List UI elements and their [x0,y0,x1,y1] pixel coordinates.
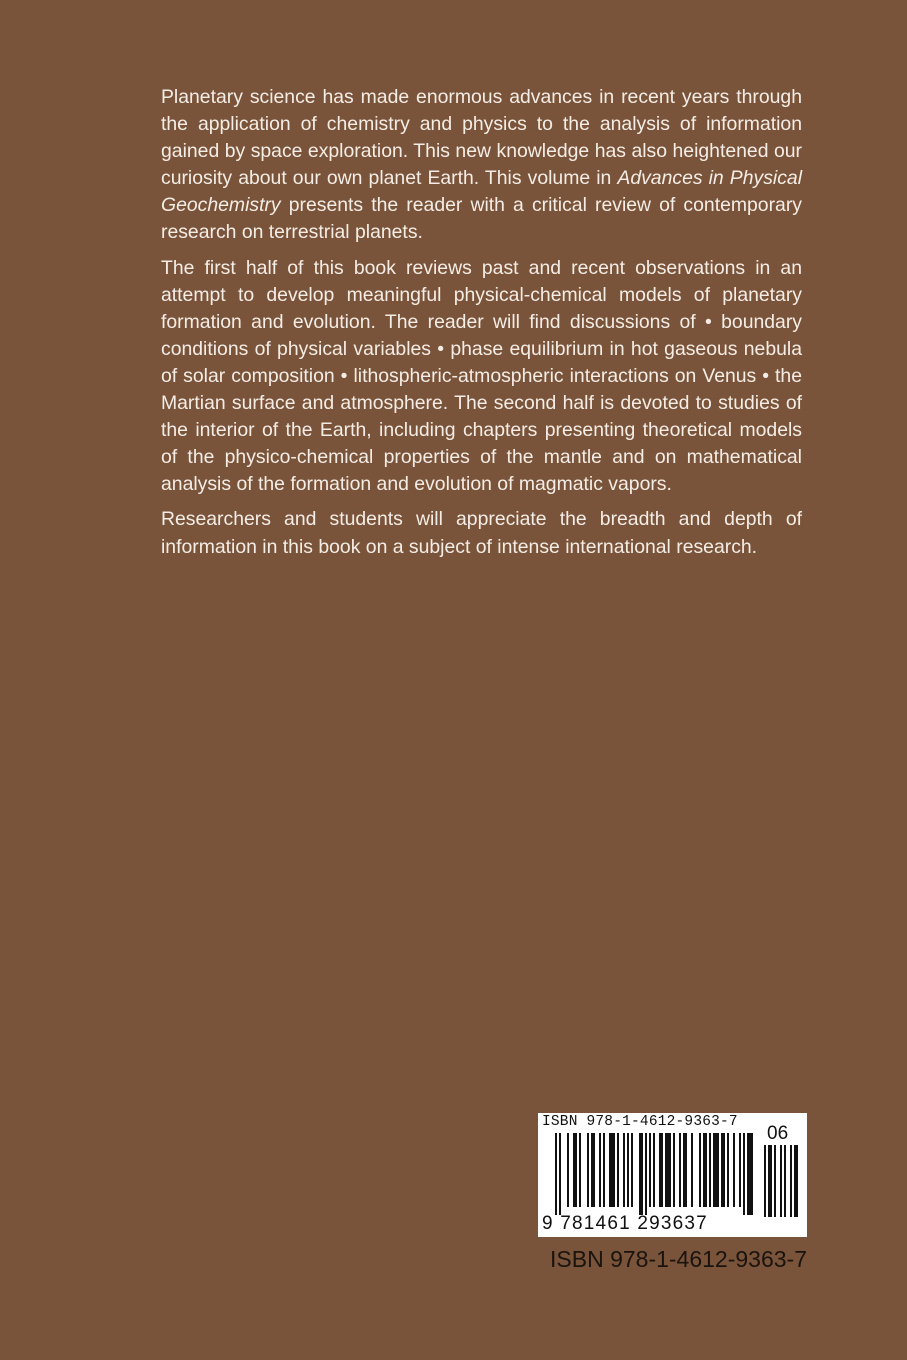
isbn-text: ISBN 978-1-4612-9363-7 [550,1246,807,1272]
back-cover-blurb [161,84,802,569]
barcode-addon-bars-icon [764,1145,802,1225]
blurb-p1-text-end: presents the reader with a critical review of contemporary research on terrestrial planets. [161,194,802,244]
isbn-barcode [538,1113,807,1237]
barcode-addon-digits: 06 [767,1123,789,1144]
blurb-paragraph-1 [161,84,802,247]
blurb-paragraph-3: Researchers and students will appreciate the breadth and depth of information in this book on a subject of intense international research. [161,508,802,558]
blurb-p1-text-start: Planetary science has made enormous advances in recent years through the application of chemistry and physics to the analysis of information gained by space exploration. This new knowledge has also heightened our curiosity about our own planet Earth. This volume in [161,86,802,190]
barcode-isbn-label: ISBN 978-1-4612-9363-7 [542,1114,738,1130]
barcode-ean-digits: 9 781461 293637 [542,1213,708,1234]
barcode-bars-icon [555,1133,755,1215]
blurb-paragraph-2: The first half of this book reviews past and recent observations in an attempt to develop meaningful physical-chemical models of planetary formation and evolution. The reader will find discussions of • boundary conditions of physical variables • phase equilibrium in hot gaseous nebula of solar composition • lithospheric-atmospheric interactions on Venus • the Martian surface and atmosphere. The second half is devoted to studies of the interior of the Earth, including chapters presenting theoretical models of the physico-chemical properties of the mantle and on mathematical analysis of the formation and evolution of magmatic vapors. [161,256,802,496]
series-title: Advances in Physical Geochemistry [161,167,802,217]
